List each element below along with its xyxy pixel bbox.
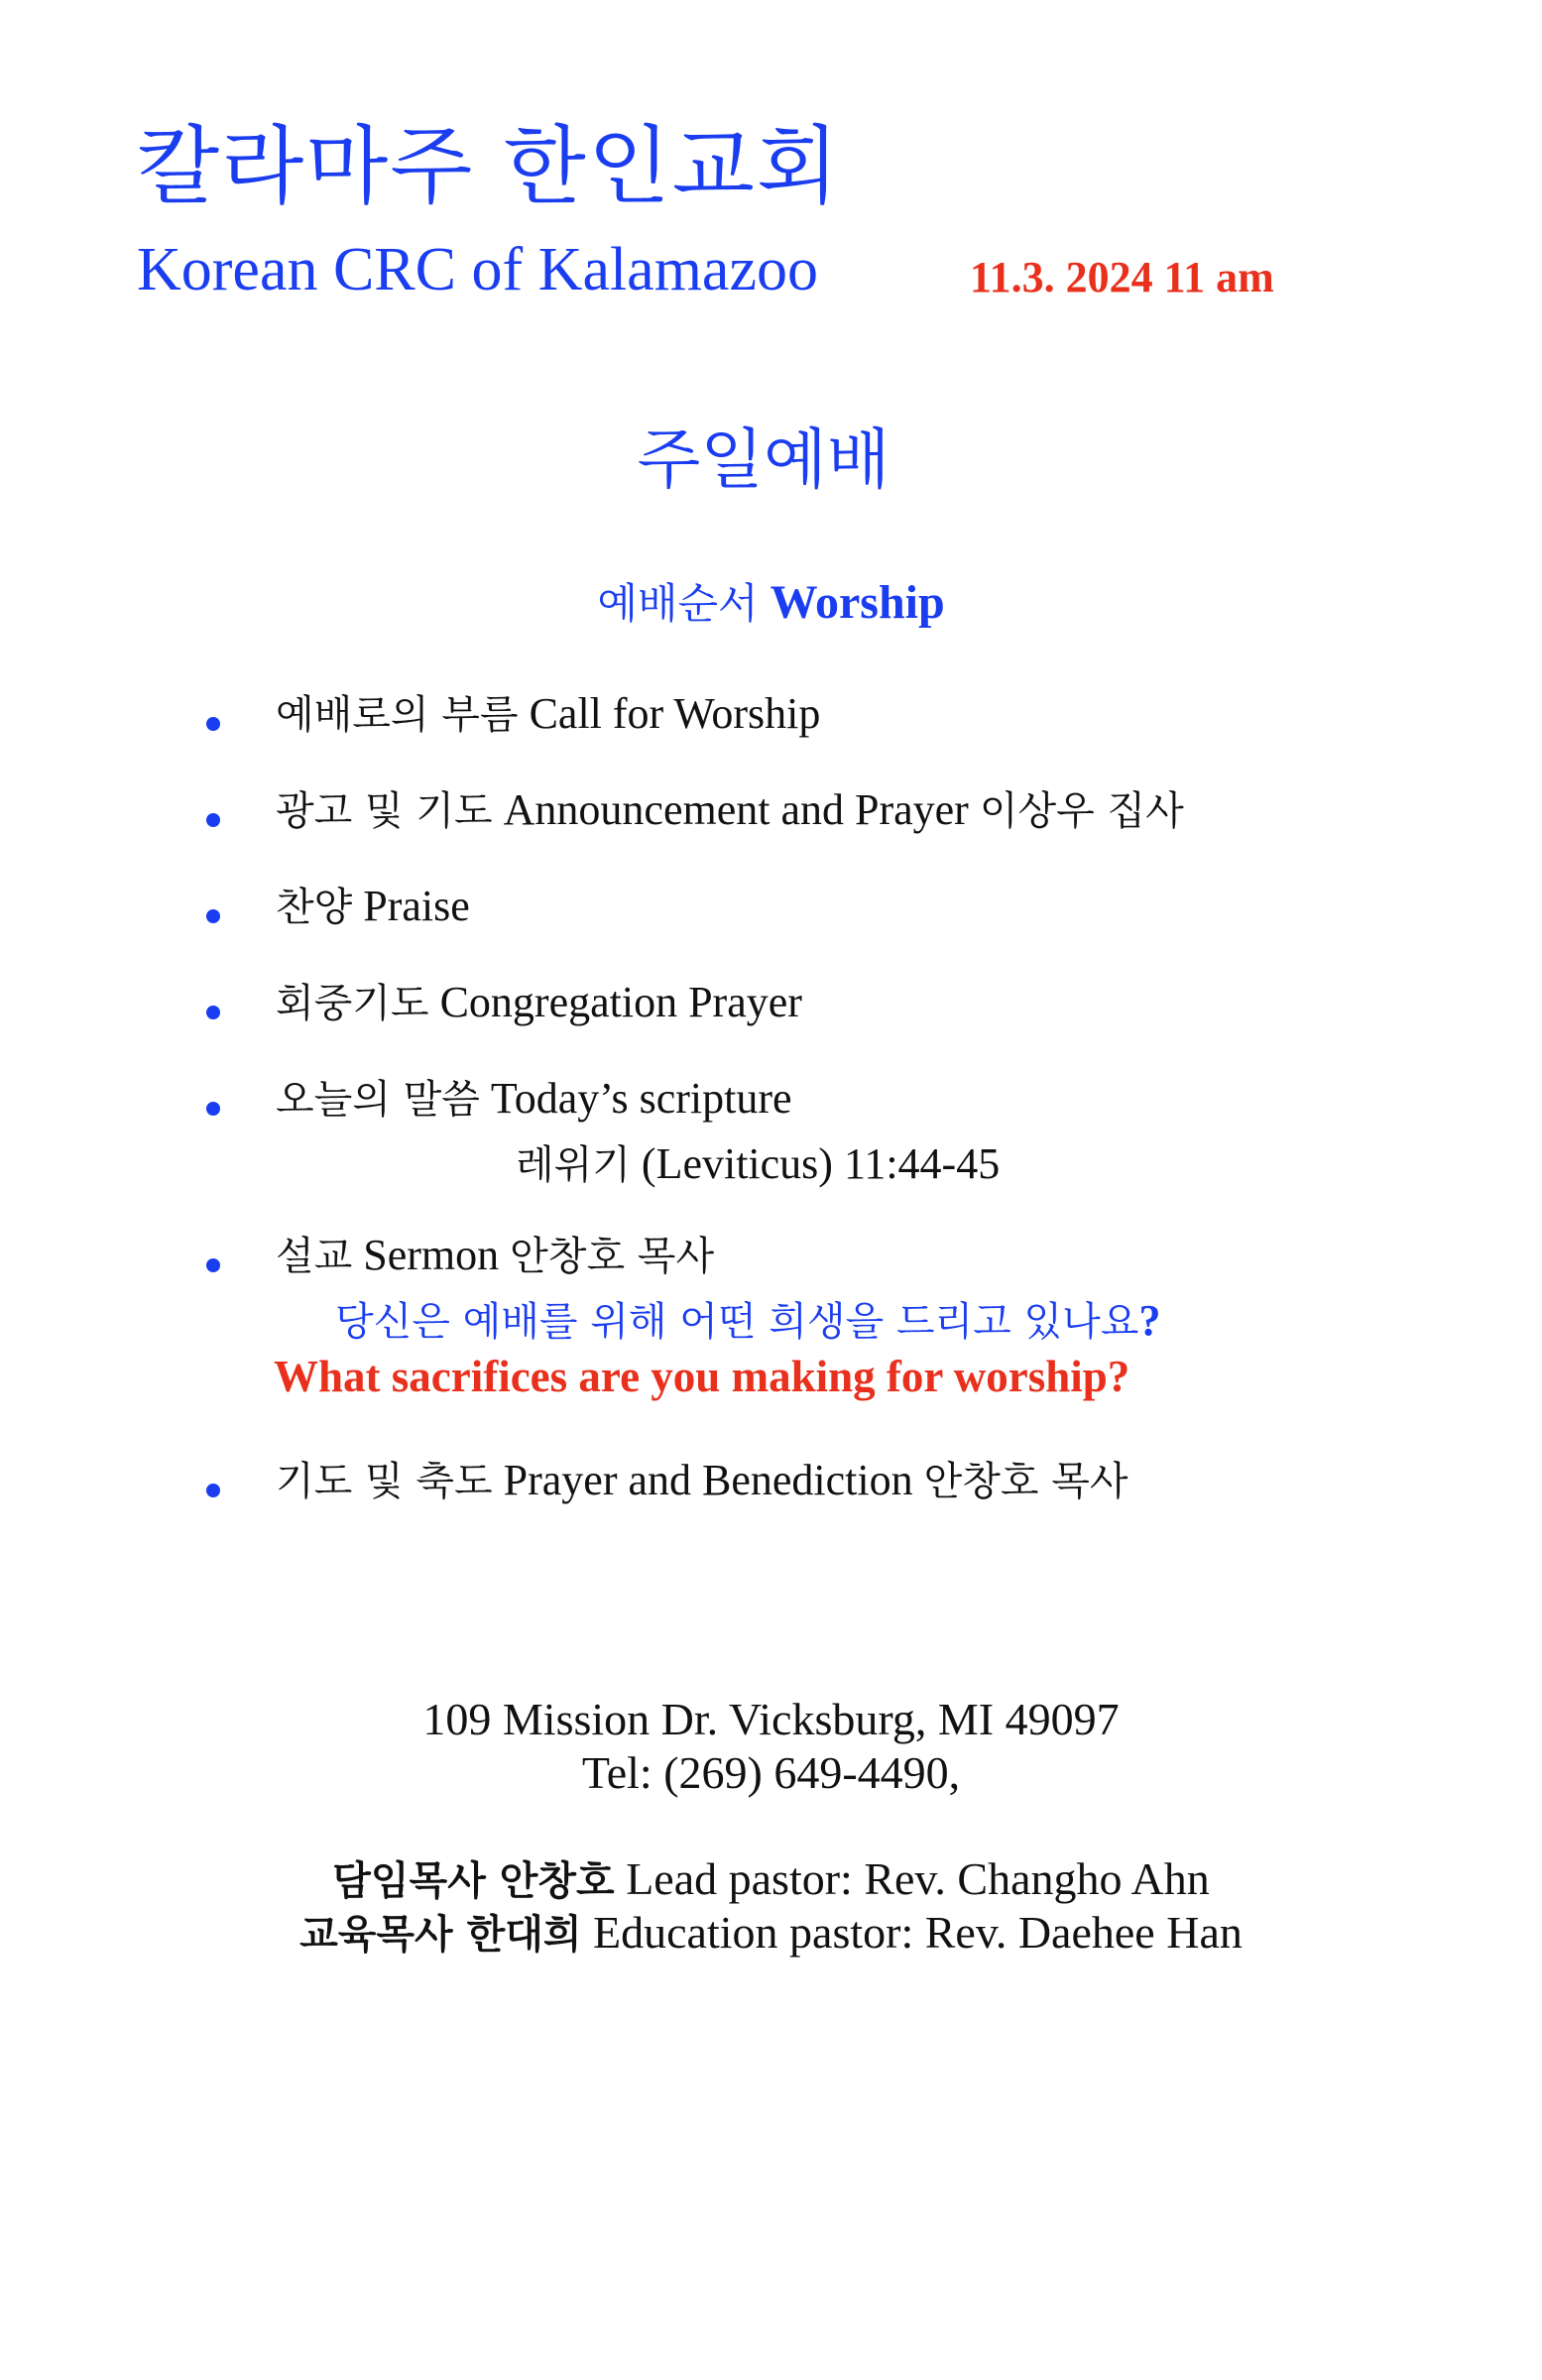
lead-pastor-english: Lead pastor: Rev. Changho Ahn xyxy=(626,1853,1210,1904)
item-korean: 오늘의 말씀 xyxy=(276,1077,480,1123)
church-name-english: Korean CRC of Kalamazoo xyxy=(137,236,818,303)
item-korean: 설교 xyxy=(276,1234,353,1279)
lead-pastor xyxy=(0,1852,1542,1908)
bullet-icon xyxy=(206,1102,220,1116)
education-pastor-english: Education pastor: Rev. Daehee Han xyxy=(593,1907,1243,1958)
item-english: Praise xyxy=(363,882,470,930)
sermon-title-korean-text: 당신은 예배를 위해 어떤 희생을 드리고 있나요 xyxy=(335,1299,1139,1345)
item-english: Call for Worship xyxy=(529,689,821,738)
church-telephone: Tel: (269) 649-4490, xyxy=(581,1747,961,1798)
bullet-icon xyxy=(206,813,220,827)
order-item-announcement xyxy=(276,782,1184,839)
service-title: 주일예배 xyxy=(637,421,890,498)
order-item-scripture xyxy=(276,1071,792,1128)
item-korean: 회중기도 xyxy=(276,981,429,1026)
order-item-sermon xyxy=(276,1228,714,1284)
sermon-title-question-mark: ? xyxy=(1138,1296,1161,1345)
order-item-call-for-worship xyxy=(276,686,820,743)
order-of-worship-heading xyxy=(0,573,1542,634)
sermon-title-english: What sacrifices are you making for worship? xyxy=(274,1352,1130,1401)
bullet-icon xyxy=(206,909,220,923)
item-person: 안창호 목사 xyxy=(510,1234,715,1279)
order-item-congregation-prayer xyxy=(276,975,802,1031)
order-item-benediction xyxy=(276,1453,1128,1509)
item-korean: 기도 및 축도 xyxy=(276,1459,493,1504)
item-korean: 예배로의 부름 xyxy=(276,692,519,738)
item-person: 안창호 목사 xyxy=(923,1459,1128,1504)
scripture-reference-english: (Leviticus) 11:44-45 xyxy=(641,1139,1001,1188)
sermon-title-korean xyxy=(335,1293,1160,1350)
item-english: Prayer and Benediction xyxy=(503,1456,913,1504)
item-english: Congregation Prayer xyxy=(439,978,802,1026)
item-person: 이상우 집사 xyxy=(979,788,1184,834)
church-address: 109 Mission Dr. Vicksburg, MI 49097 xyxy=(422,1694,1120,1744)
item-english: Sermon xyxy=(363,1231,500,1279)
item-english: Today’s scripture xyxy=(490,1074,792,1123)
item-korean: 찬양 xyxy=(276,885,353,930)
scripture-reference xyxy=(516,1136,1000,1193)
education-pastor xyxy=(0,1906,1542,1962)
order-heading-english: Worship xyxy=(770,576,945,629)
lead-pastor-korean: 담임목사 안창호 xyxy=(332,1858,615,1904)
order-heading-korean: 예배순서 xyxy=(597,579,759,628)
service-datetime: 11.3. 2024 11 am xyxy=(970,253,1274,301)
education-pastor-korean: 교육목사 한대희 xyxy=(299,1912,582,1958)
church-name-korean: 칼라마주 한인교회 xyxy=(137,117,841,216)
bullet-icon xyxy=(206,717,220,731)
bullet-icon xyxy=(206,1258,220,1272)
bullet-icon xyxy=(206,1484,220,1497)
item-english: Announcement and Prayer xyxy=(503,785,969,834)
order-item-praise xyxy=(276,879,470,935)
bullet-icon xyxy=(206,1006,220,1019)
item-korean: 광고 및 기도 xyxy=(276,788,493,834)
scripture-book-korean: 레위기 xyxy=(516,1142,631,1188)
